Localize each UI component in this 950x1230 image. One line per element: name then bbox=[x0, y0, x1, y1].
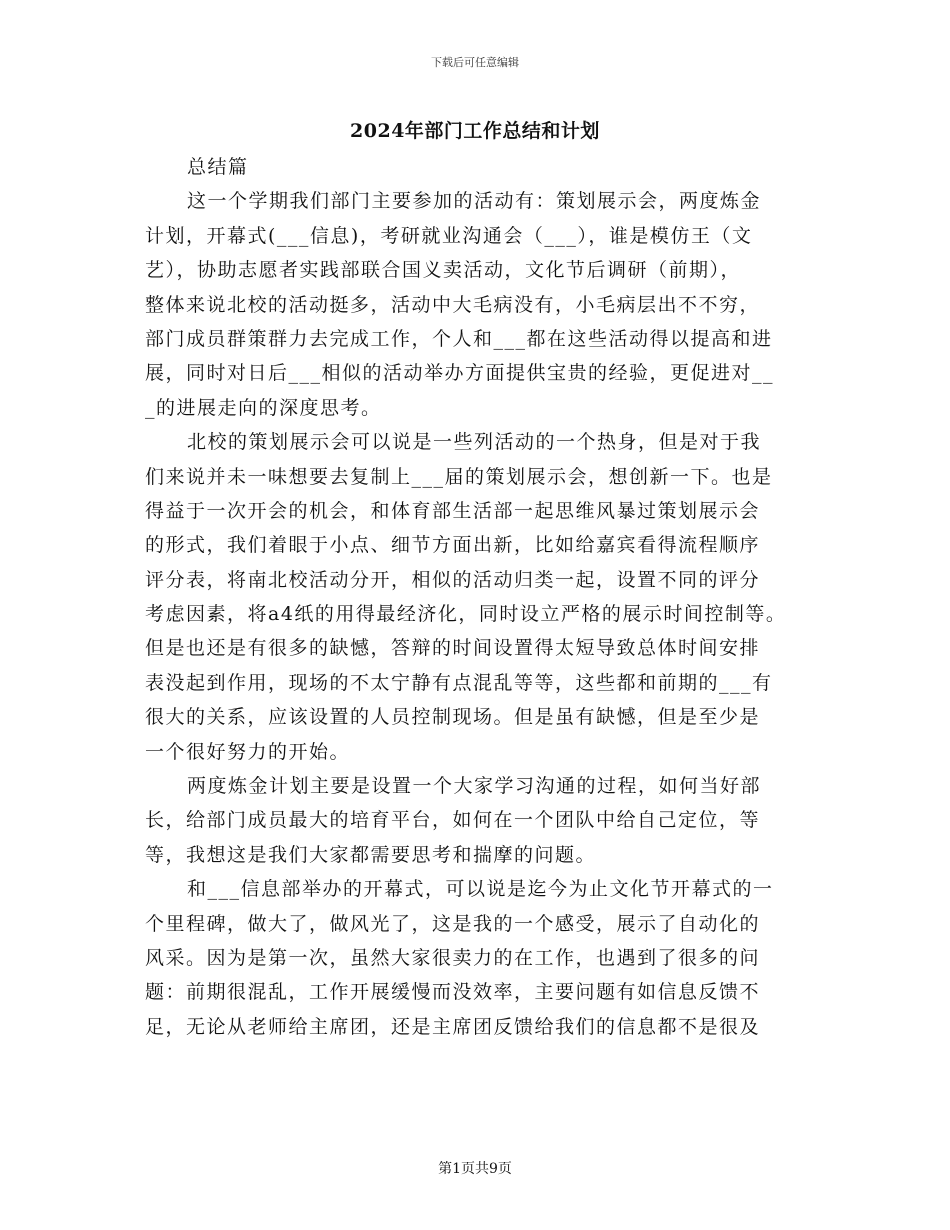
paragraph-line: 一个很好努力的开始。 bbox=[145, 740, 351, 763]
paragraph-line: 两度炼金计划主要是设置一个大家学习沟通的过程，如何当好部 bbox=[187, 775, 762, 798]
paragraph-line: 风采。因为是第一次，虽然大家很卖力的在工作，也遇到了很多的问 bbox=[145, 946, 761, 969]
paragraph-line: 的形式，我们着眼于小点、细节方面出新，比如给嘉宾看得流程顺序 bbox=[145, 534, 761, 557]
paragraph-line: 得益于一次开会的机会，和体育部生活部一起思维风暴过策划展示会 bbox=[145, 499, 761, 522]
paragraph-line: 表没起到作用，现场的不太宁静有点混乱等等，这些都和前期的___有 bbox=[145, 671, 773, 694]
paragraph-line: 长，给部门成员最大的培育平台，如何在一个团队中给自己定位，等 bbox=[145, 809, 761, 832]
paragraph-line: 展，同时对日后___相似的活动举办方面提供宝贵的经验，更促进对__ bbox=[145, 362, 775, 385]
paragraph-line: 艺），协助志愿者实践部联合国义卖活动，文化节后调研（前期）， bbox=[145, 259, 742, 282]
paragraph-line: 考虑因素，将a4纸的用得最经济化，同时设立严格的展示时间控制等。 bbox=[145, 603, 787, 626]
paragraph-line: _的进展走向的深度思考。 bbox=[145, 396, 382, 419]
paragraph-line: 题：前期很混乱，工作开展缓慢而没效率，主要问题有如信息反馈不 bbox=[145, 981, 761, 1004]
paragraph-line: 等，我想这是我们大家都需要思考和揣摩的问题。 bbox=[145, 843, 597, 866]
paragraph-line: 个里程碑，做大了，做风光了，这是我的一个感受，展示了自动化的 bbox=[145, 912, 761, 935]
paragraph-line: 部门成员群策群力去完成工作，个人和___都在这些活动得以提高和进 bbox=[145, 327, 773, 350]
paragraph-line: 足，无论从老师给主席团，还是主席团反馈给我们的信息都不是很及 bbox=[145, 1015, 761, 1038]
paragraph-line: 整体来说北校的活动挺多，活动中大毛病没有，小毛病层出不不穷， bbox=[145, 293, 761, 316]
paragraph-line: 这一个学期我们部门主要参加的活动有：策划展示会，两度炼金 bbox=[187, 190, 762, 213]
document-title: 2024年部门工作总结和计划 bbox=[350, 120, 600, 142]
document-body bbox=[145, 150, 810, 1044]
page-header: 下载后可任意编辑 bbox=[431, 56, 519, 69]
paragraph-line: 北校的策划展示会可以说是一些列活动的一个热身，但是对于我 bbox=[187, 431, 762, 454]
paragraph-line: 很大的关系，应该设置的人员控制现场。但是虽有缺憾，但是至少是 bbox=[145, 706, 761, 729]
paragraph-line: 和___信息部举办的开幕式，可以说是迄今为止文化节开幕式的一 bbox=[187, 878, 774, 901]
paragraph-line: 但是也还是有很多的缺憾，答辩的时间设置得太短导致总体时间安排 bbox=[145, 637, 761, 660]
page-footer: 第1页共9页 bbox=[438, 1161, 512, 1177]
paragraph-line: 评分表，将南北校活动分开，相似的活动归类一起，设置不同的评分 bbox=[145, 568, 761, 591]
paragraph-line: 们来说并未一味想要去复制上___届的策划展示会，想创新一下。也是 bbox=[145, 465, 773, 488]
section-heading: 总结篇 bbox=[187, 156, 249, 178]
paragraph-line: 计划，开幕式(___信息)，考研就业沟通会（___），谁是模仿王（文 bbox=[145, 224, 753, 247]
